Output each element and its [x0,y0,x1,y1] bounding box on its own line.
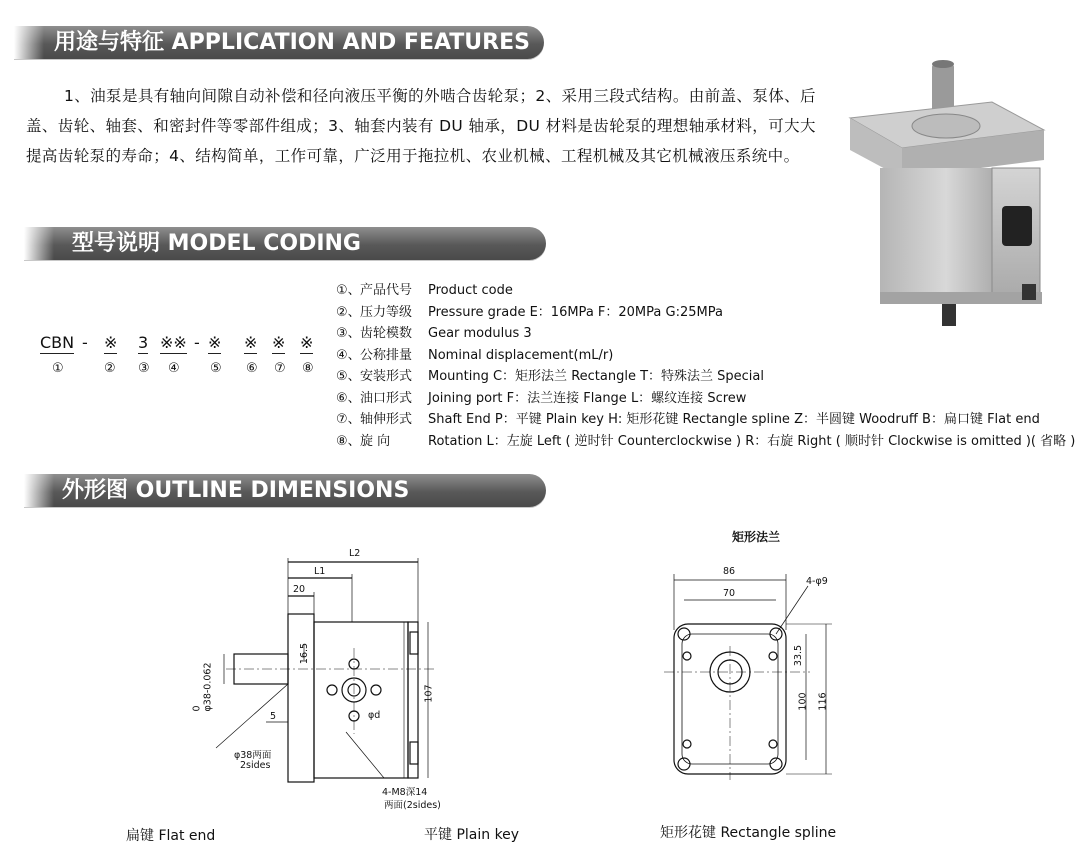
dim-shaft-diameter: 0 φ38-0.062 [191,662,214,712]
code-part: CBN [40,333,75,352]
dim-86: 86 [723,566,736,577]
dim-bolts: 4-M8深14 [382,787,428,798]
front-view-drawing [660,560,860,800]
code-index: ① [52,361,64,376]
caption-flat-end: 扁键 Flat end [126,828,216,844]
legend-item: ⑥、油口形式 Joining port F：法兰连接 Flange L：螺纹连接 Screw [336,390,747,406]
dim-l1: L1 [314,566,326,577]
dim-holes: 4-φ9 [806,576,828,587]
code-part: ※ [104,333,118,352]
features-paragraph: 1、油泵是具有轴向间隙自动补偿和径向液压平衡的外啮合齿轮泵；2、采用三段式结构。由前盖、泵体、后盖、齿轮、轴套、和密封件等零部件组成；3、轴套内装有 DU 轴承，DU 材料是齿轮泵的理想轴承材料，可大大提高齿轮泵的寿命；4、结构简单，工作可靠，广泛用于拖拉机、农业机械、工程机械及其它机械液压系统中。 [26,87,816,165]
dim-phi-d: φd [368,710,381,721]
code-part: - [82,333,88,352]
legend-item: ⑧、旋 向 Rotation L：左旋 Left ( 逆时针 Counterclockwise ) R：右旋 Right ( 顺时针 Clockwise is omitted )( 省略 ) [336,433,1076,449]
code-part: ※ [300,333,314,352]
front-view-title: 矩形法兰 [732,530,781,544]
legend-item: ⑤、安装形式 Mounting C：矩形法兰 Rectangle T：特殊法兰 Special [336,369,764,384]
legend-item: ⑦、轴伸形式 Shaft End P：平键 Plain key H: 矩形花键 Rectangle spline Z：半圆键 Woodruff B：扁口键 Flat end [336,412,1040,427]
model-code-legend [336,280,1075,452]
dim-100: 100 [797,692,809,711]
section-banner-outline: 外形图 OUTLINE DIMENSIONS [24,474,546,507]
dim-33-5: 33.5 [793,644,805,667]
dim-20: 20 [293,584,306,595]
caption-plain-key: 平键 Plain key [424,827,520,843]
side-view-drawing [196,552,456,812]
code-index: ④ [168,361,180,376]
dim-5: 5 [270,711,277,722]
code-index: ⑧ [302,361,314,376]
code-part: - [194,333,200,352]
model-code-indices [38,361,328,379]
code-index: ⑦ [274,361,286,376]
code-part: ※※ [160,333,187,352]
dim-107: 107 [423,684,435,703]
code-part: ※ [208,333,222,352]
section-banner-model-coding: 型号说明 MODEL CODING [24,227,546,260]
dim-l2: L2 [349,548,361,559]
code-index: ③ [138,361,150,376]
code-index: ⑤ [210,361,222,376]
legend-item: ③、齿轮模数 Gear modulus 3 [336,326,532,341]
code-part: ※ [244,333,258,352]
dim-70: 70 [723,588,736,599]
model-code [38,333,328,357]
caption-rectangle-spline: 矩形花键 Rectangle spline [660,825,837,841]
code-index: ⑥ [246,361,258,376]
dim-116: 116 [817,692,829,711]
legend-item: ①、产品代号 Product code [336,283,513,298]
dim-16-5: 16.5 [299,642,311,665]
legend-item: ②、压力等级 Pressure grade E：16MPa F：20MPa G:25MPa [336,304,723,320]
section-banner-features: 用途与特征 APPLICATION AND FEATURES [14,26,544,59]
code-index: ② [104,361,116,376]
code-part: 3 [138,333,149,352]
legend-item: ④、公称排量 Nominal displacement(mL/r) [336,347,614,363]
dim-flats-en: 2sides [240,760,271,771]
dim-flats: φ38两面 [234,750,272,761]
code-part: ※ [272,333,286,352]
dim-bolts-en: 两面(2sides) [384,800,441,811]
